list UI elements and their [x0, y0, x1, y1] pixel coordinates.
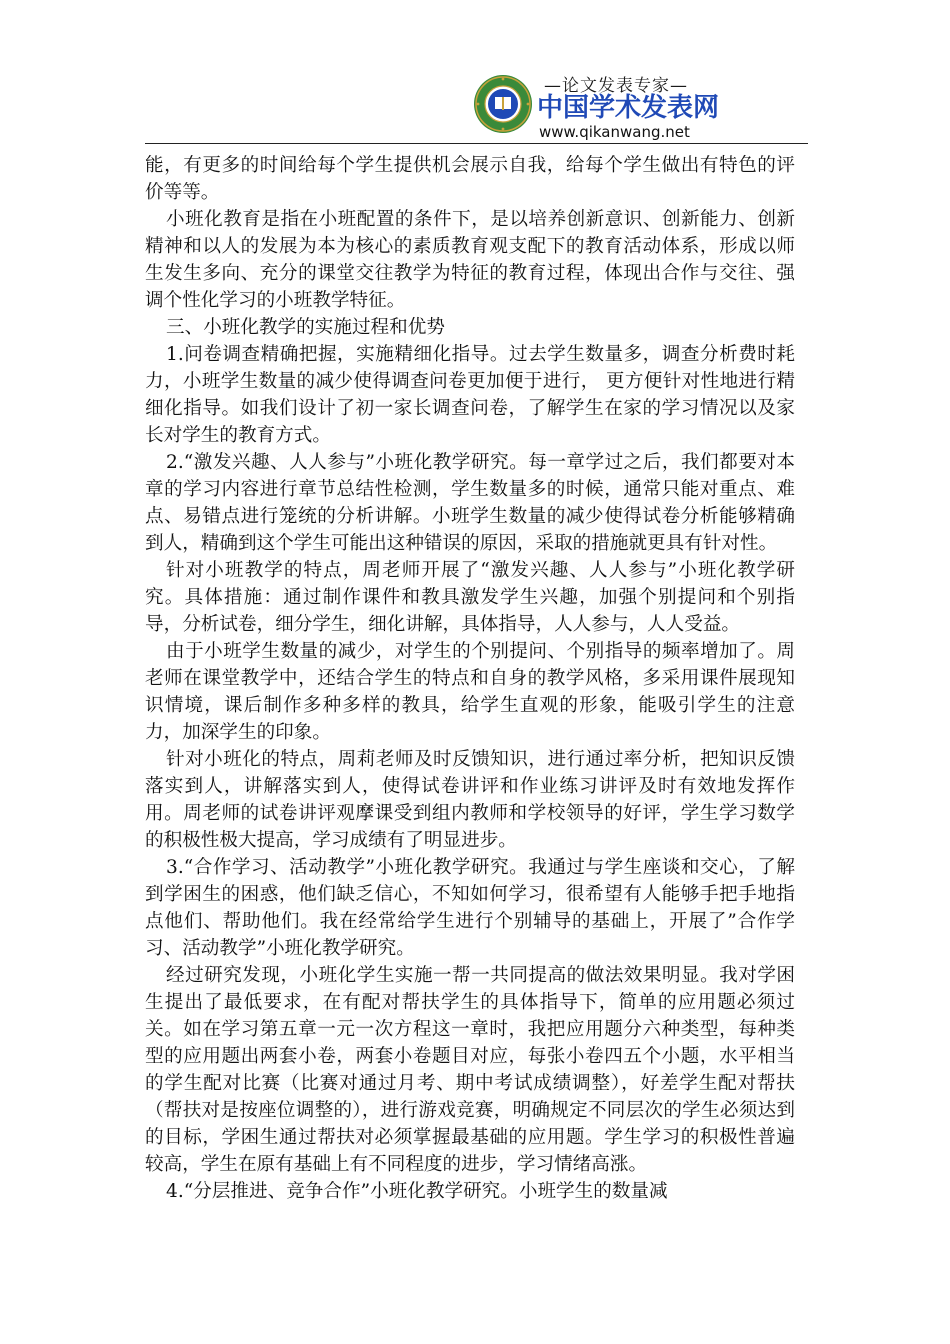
logo-seal-icon — [471, 66, 535, 142]
paragraph: 4.“分层推进、竞争合作”小班化教学研究。小班学生的数量减 — [166, 1181, 668, 1202]
paragraph: 能，有更多的时间给每个学生提供机会展示自我，给每个学生做出有特色的评价等等。 — [145, 155, 795, 203]
paragraph: 经过研究发现，小班化学生实施一帮一共同提高的做法效果明显。我对学困生提出了最低要求，在有配对帮扶学生的具体指导下，简单的应用题必须过关。如在学习第五章一元一次方程这一章时，我把应用题分六种类型，每种类型的应用题出两套小卷，两套小卷题目对应，每张小卷四五个小题，水平相当的学生配对比赛（比赛对通过月考、期中考试成绩调整），好差学生配对帮扶（帮扶对是按座位调整的），进行游戏竞赛，明确规定不同层次的学生必须达到的目标，学困生通过帮扶对必须掌握最基础的应用题。学生学习的积极性普遍较高，学生在原有基础上有不同程度的进步，学习情绪高涨。 — [145, 965, 795, 1175]
logo-name: 中国学术发表网 — [537, 93, 720, 123]
logo-text-block — [535, 66, 720, 142]
paragraph: 小班化教育是指在小班配置的条件下，是以培养创新意识、创新能力、创新精神和以人的发展为本为核心的素质教育观支配下的教育活动体系，形成以师生发生多向、充分的课堂交往教学为特征的教育过程，体现出合作与交往、强调个性化学习的小班教学特征。 — [145, 209, 795, 311]
document-body — [145, 152, 795, 1205]
paragraph: 2.“激发兴趣、人人参与”小班化教学研究。每一章学过之后，我们都要对本章的学习内容进行章节总结性检测，学生数量多的时候，通常只能对重点、难点、易错点进行笼统的分析讲解。小班学生数量的减少使得试卷分析能够精确到人，精确到这个学生可能出这种错误的原因，采取的措施就更具有针对性。 — [145, 452, 795, 554]
paragraph: 针对小班教学的特点，周老师开展了“激发兴趣、人人参与”小班化教学研究。具体措施：通过制作课件和教具激发学生兴趣，加强个别提问和个别指导，分析试卷，细分学生，细化讲解，具体指导，人人参与，人人受益。 — [145, 560, 795, 635]
paragraph: 针对小班化的特点，周莉老师及时反馈知识，进行通过率分析，把知识反馈落实到人，讲解落实到人，使得试卷讲评和作业练习讲评及时有效地发挥作用。周老师的试卷讲评观摩课受到组内教师和学校领导的好评，学生学习数学的积极性极大提高，学习成绩有了明显进步。 — [145, 749, 795, 851]
paragraph: 由于小班学生数量的减少，对学生的个别提问、个别指导的频率增加了。周老师在课堂教学中，还结合学生的特点和自身的教学风格，多采用课件展现知识情境，课后制作多种多样的教具，给学生直观的形象，能吸引学生的注意力，加深学生的印象。 — [145, 641, 795, 743]
logo-slogan: —论文发表专家— — [544, 76, 688, 96]
logo-url: www.qikanwang.net — [539, 123, 690, 141]
paragraph: 3.“合作学习、活动教学”小班化教学研究。我通过与学生座谈和交心，了解到学困生的困惑，他们缺乏信心，不知如何学习，很希望有人能够手把手地指点他们、帮助他们。我在经常给学生进行个别辅导的基础上，开展了”合作学习、活动教学”小班化教学研究。 — [145, 857, 795, 959]
site-logo — [471, 66, 720, 142]
paragraph: 1.问卷调查精确把握，实施精细化指导。过去学生数量多，调查分析费时耗力，小班学生数量的减少使得调查问卷更加便于进行， 更方便针对性地进行精细化指导。如我们设计了初一家长调查问卷，了解学生在家的学习情况以及家长对学生的教育方式。 — [145, 344, 795, 446]
section-heading: 三、小班化教学的实施过程和优势 — [166, 317, 445, 338]
header-divider — [145, 143, 808, 144]
